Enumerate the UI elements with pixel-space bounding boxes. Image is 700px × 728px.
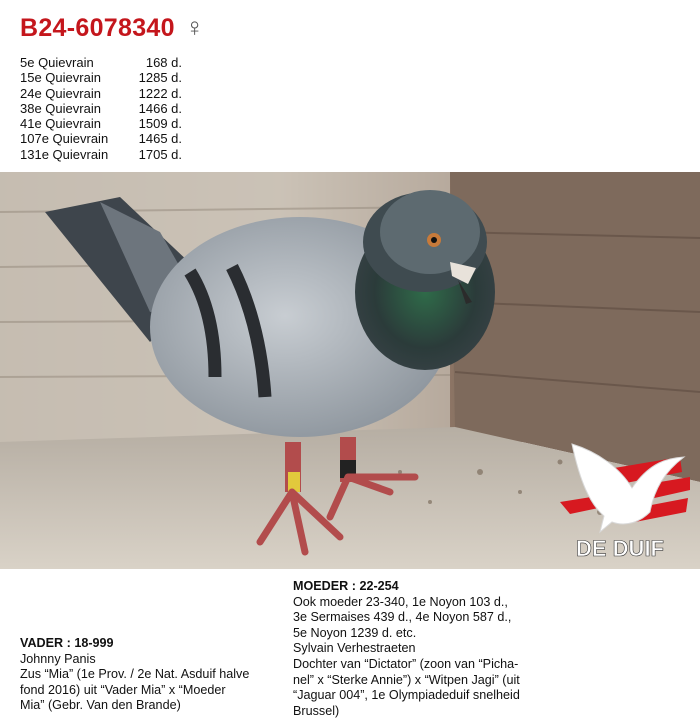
result-row <box>20 70 182 85</box>
logo-text: DE DUIF <box>576 536 664 561</box>
results-list <box>20 55 182 162</box>
moeder-section <box>293 579 558 719</box>
vader-line: Zus “Mia” (1e Prov. / 2e Nat. Asduif halve <box>20 667 250 682</box>
ring-number-title <box>20 12 205 43</box>
result-distance: 1465 d. <box>138 131 182 147</box>
vader-heading: VADER : 18-999 <box>20 636 114 650</box>
result-place: 5e Quievrain <box>20 55 94 70</box>
result-row <box>20 101 182 116</box>
pigeon-photo <box>0 172 700 569</box>
result-distance: 1509 d. <box>138 116 182 132</box>
result-row <box>20 55 182 70</box>
result-place: 41e Quievrain <box>20 116 101 132</box>
result-place: 38e Quievrain <box>20 100 101 116</box>
vader-line: Mia” (Gebr. Van den Brande) <box>20 698 181 713</box>
result-distance: 1466 d. <box>138 100 182 116</box>
moeder-line: “Jaguar 004”, 1e Olympiadeduif snelheid <box>293 688 520 703</box>
result-row <box>20 86 182 101</box>
vader-section <box>20 636 285 714</box>
moeder-line: Brussel) <box>293 703 340 718</box>
vader-line: fond 2016) uit “Vader Mia” x “Moeder <box>20 682 226 697</box>
moeder-heading: MOEDER : 22-254 <box>293 579 399 593</box>
result-distance: 168 d. <box>145 55 182 70</box>
vader-breeder: Johnny Panis <box>20 651 96 666</box>
pigeon-photo-illustration <box>0 172 700 569</box>
result-place: 107e Quievrain <box>20 131 109 147</box>
moeder-line: Ook moeder 23-340, 1e Noyon 103 d., <box>293 594 508 609</box>
result-place: 24e Quievrain <box>20 85 101 101</box>
moeder-line: nel” x “Sterke Annie”) x “Witpen Jagi” (uit <box>293 672 520 687</box>
moeder-breeder: Sylvain Verhestraeten <box>293 641 416 656</box>
moeder-line: 5e Noyon 1239 d. etc. <box>293 625 417 640</box>
result-row <box>20 116 182 131</box>
female-symbol: ♀ <box>184 12 205 42</box>
result-row <box>20 131 182 146</box>
result-distance: 1222 d. <box>138 85 182 101</box>
result-place: 131e Quievrain <box>20 146 109 162</box>
result-place: 15e Quievrain <box>20 70 101 86</box>
result-row <box>20 147 182 162</box>
result-distance: 1705 d. <box>138 146 182 162</box>
moeder-line: 3e Sermaises 439 d., 4e Noyon 587 d., <box>293 610 512 625</box>
result-distance: 1285 d. <box>138 70 182 86</box>
ring-number: B24-6078340 <box>20 14 175 42</box>
moeder-line: Dochter van “Dictator” (zoon van “Picha- <box>293 656 519 671</box>
